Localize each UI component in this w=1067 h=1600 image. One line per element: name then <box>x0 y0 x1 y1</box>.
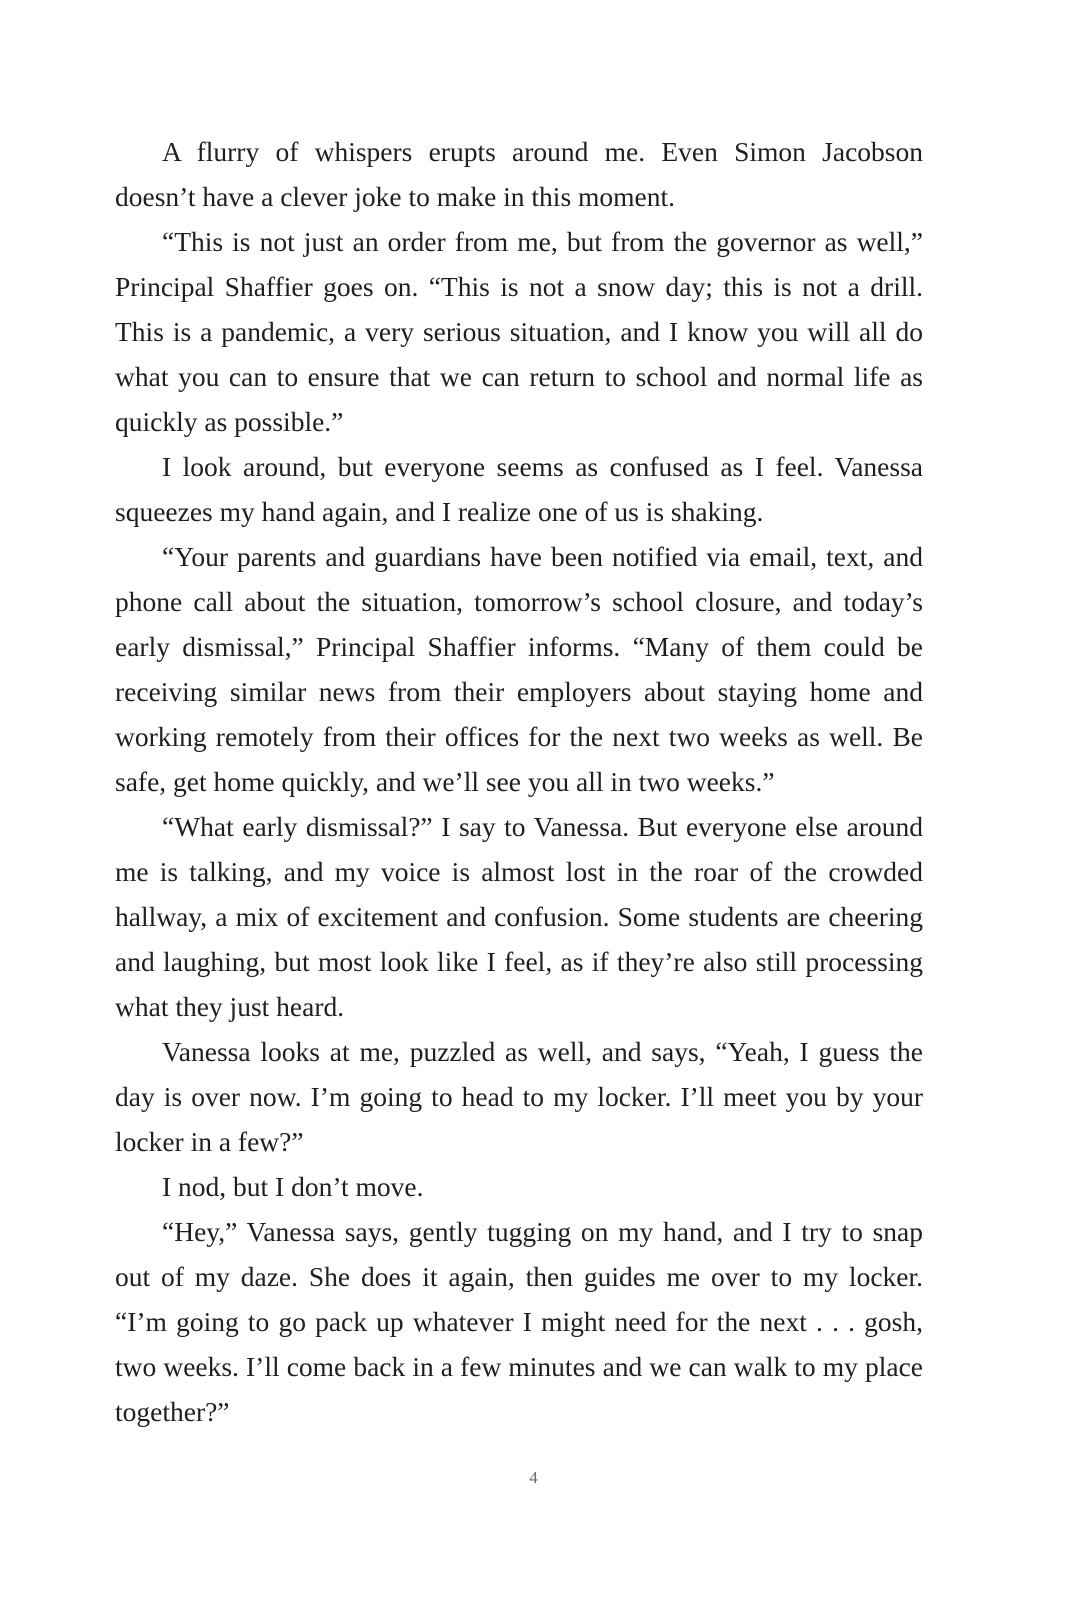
paragraph-8: “Hey,” Vanessa says, gently tugging on my hand, and I try to snap out of my daze. She does it again, then guides me over to my locker. “I’m going to go pack up whatever I might need for the next . . . gosh, two weeks. I’ll come back in a few minutes and we can walk to my place together?” <box>115 1216 923 1427</box>
body-text <box>115 129 923 1434</box>
paragraph-6: Vanessa looks at me, puzzled as well, and says, “Yeah, I guess the day is over now. I’m going to head to my locker. I’ll meet you by your locker in a few?” <box>115 1036 923 1157</box>
paragraph-5: “What early dismissal?” I say to Vanessa. But everyone else around me is talking, and my voice is almost lost in the roar of the crowded hallway, a mix of excitement and confusion. Some students are cheering and laughing, but most look like I feel, as if they’re also still processing what they just heard. <box>115 811 923 1022</box>
paragraph-2: “This is not just an order from me, but from the governor as well,” Principal Shaffier goes on. “This is not a snow day; this is not a drill. This is a pandemic, a very serious situation, and I know you will all do what you can to ensure that we can return to school and normal life as quickly as possible.” <box>115 226 923 437</box>
paragraph-1: A flurry of whispers erupts around me. Even Simon Jacobson doesn’t have a clever joke to make in this moment. <box>115 136 923 212</box>
paragraph-4: “Your parents and guardians have been notified via email, text, and phone call about the situation, tomorrow’s school closure, and today’s early dismissal,” Principal Shaffier informs. “Many of them could be receiving similar news from their employers about staying home and working remotely from their offices for the next two weeks as well. Be safe, get home quickly, and we’ll see you all in two weeks.” <box>115 541 923 797</box>
paragraph-7: I nod, but I don’t move. <box>162 1171 424 1202</box>
page-number: 4 <box>529 1468 538 1487</box>
paragraph-3: I look around, but everyone seems as confused as I feel. Vanessa squeezes my hand again, and I realize one of us is shaking. <box>115 451 923 527</box>
